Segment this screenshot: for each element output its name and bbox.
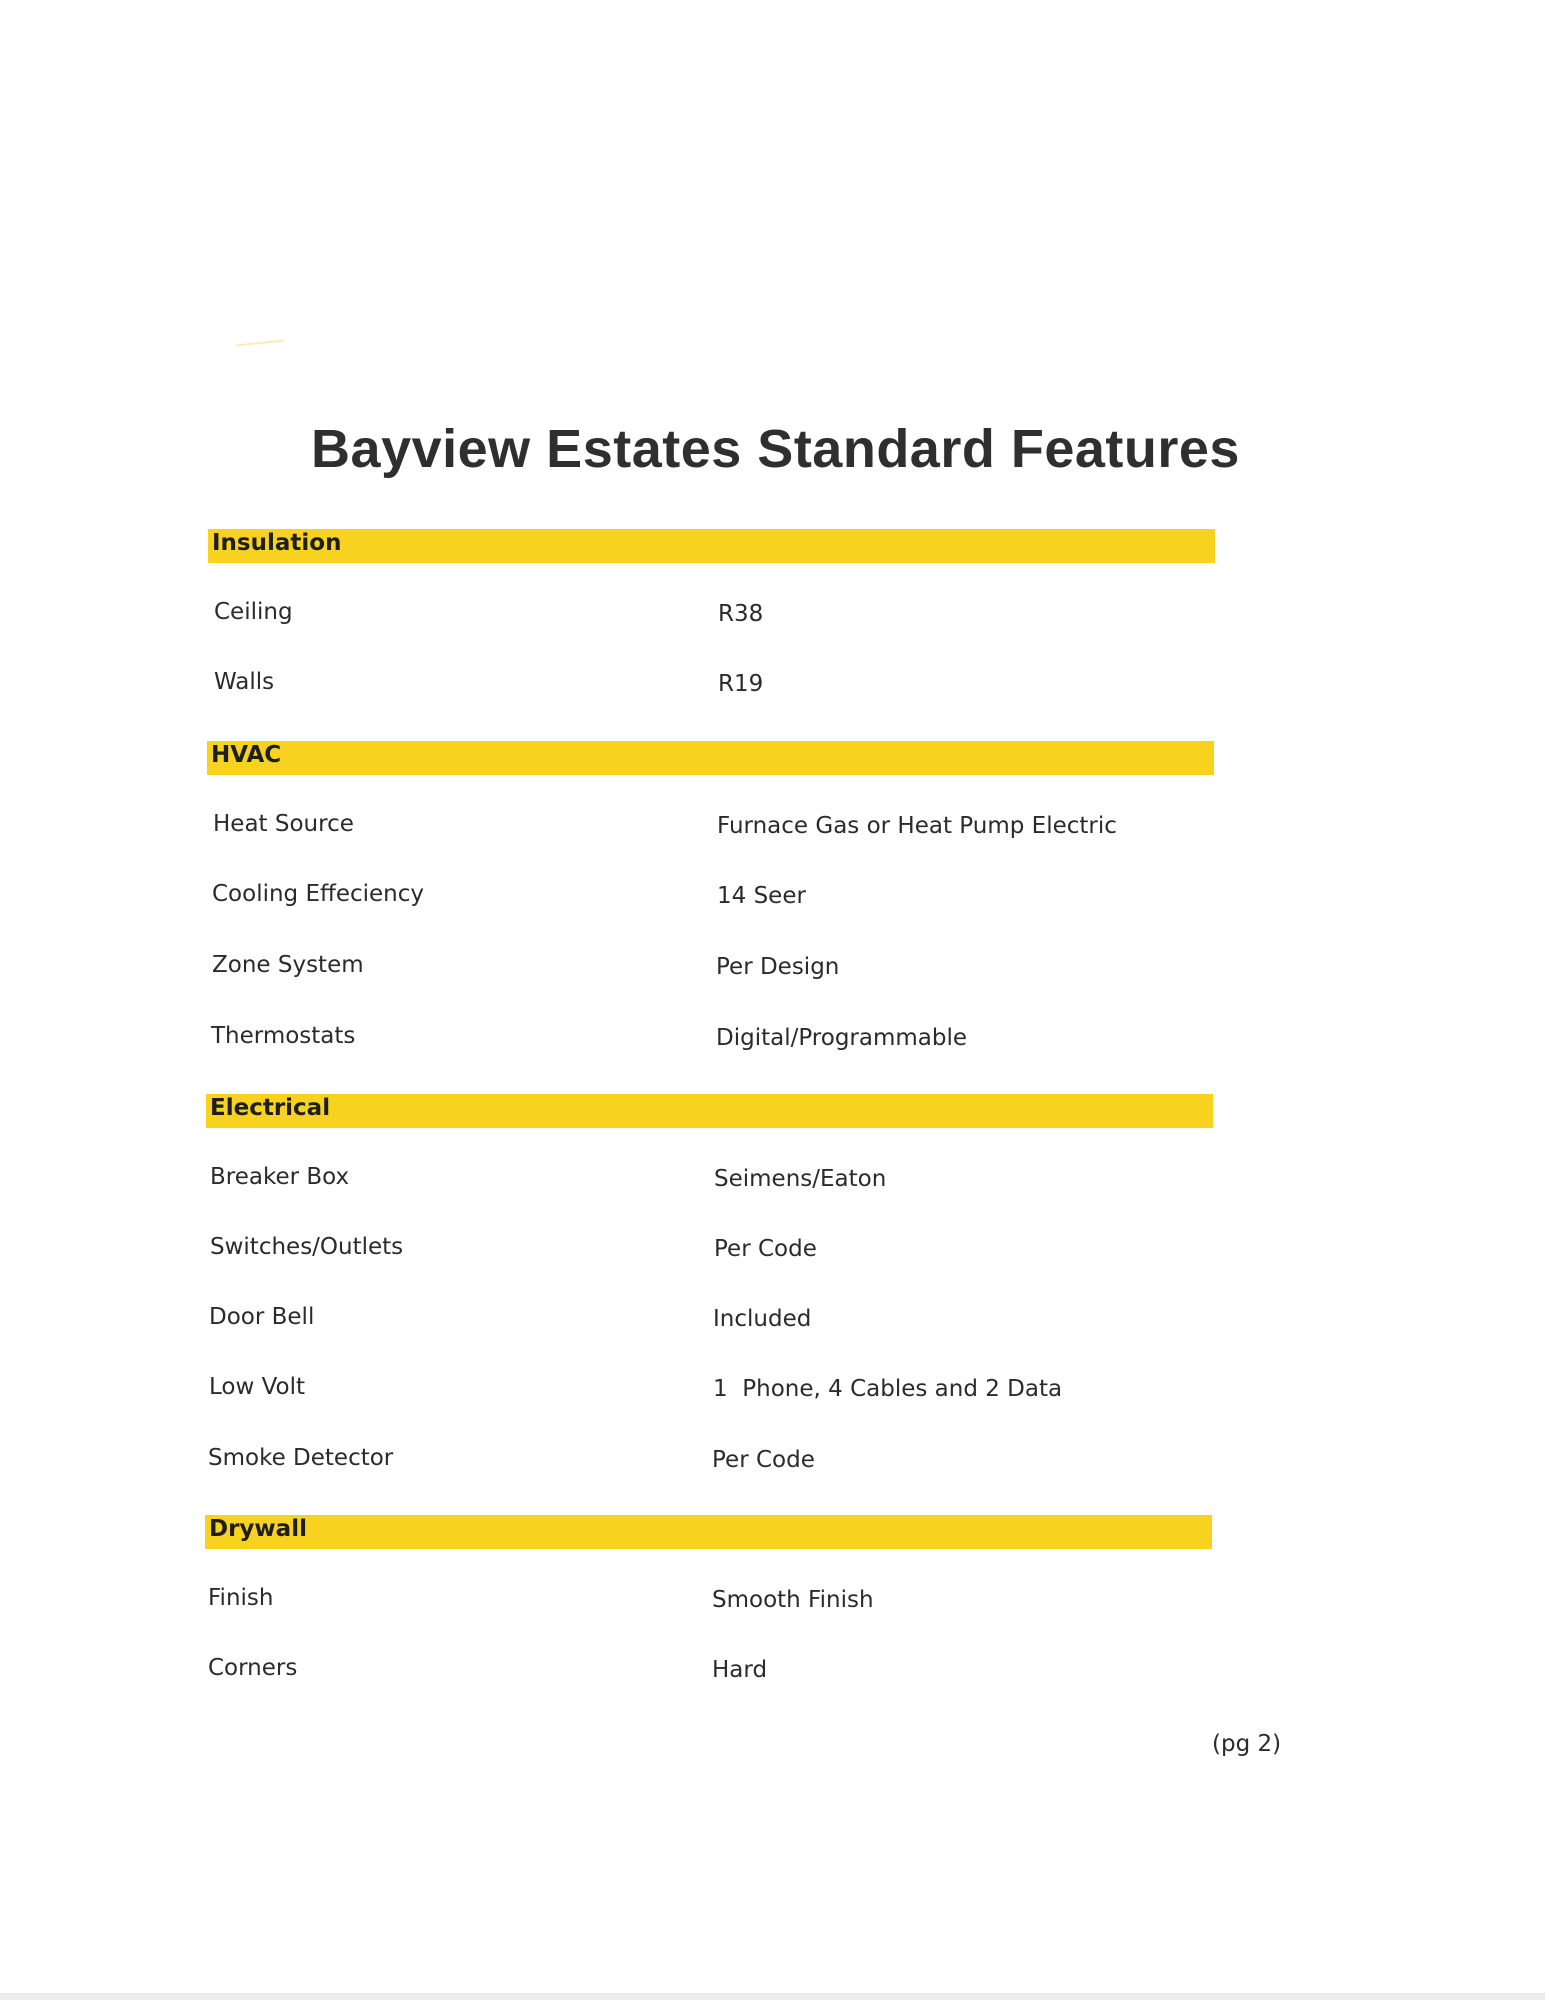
feature-label: Corners — [208, 1655, 298, 1681]
section-title: Drywall — [209, 1516, 307, 1542]
feature-row — [0, 1585, 1545, 1625]
section-header-drywall — [205, 1515, 1212, 1549]
section-title: Insulation — [212, 530, 342, 556]
feature-row — [0, 669, 1545, 709]
feature-value: 1 Phone, 4 Cables and 2 Data — [713, 1376, 1063, 1402]
section-title: HVAC — [211, 742, 282, 768]
feature-label: Door Bell — [209, 1304, 315, 1330]
feature-label: Zone System — [212, 952, 364, 978]
feature-value: Smooth Finish — [712, 1587, 874, 1613]
feature-row — [0, 1023, 1545, 1063]
feature-label: Breaker Box — [210, 1164, 350, 1190]
feature-value: R38 — [718, 601, 764, 627]
feature-value: Included — [713, 1306, 812, 1332]
feature-value: R19 — [718, 671, 764, 697]
section-title: Electrical — [210, 1095, 331, 1121]
feature-row — [0, 1304, 1545, 1344]
feature-label: Cooling Effeciency — [212, 881, 425, 907]
feature-row — [0, 881, 1545, 921]
feature-row — [0, 952, 1545, 992]
feature-label: Low Volt — [209, 1374, 306, 1400]
feature-value: Hard — [712, 1657, 768, 1683]
feature-value: Digital/Programmable — [716, 1025, 968, 1051]
feature-row — [0, 1445, 1545, 1485]
feature-value: Seimens/Eaton — [714, 1166, 887, 1192]
page-title: Bayview Estates Standard Features — [311, 419, 1240, 479]
feature-label: Thermostats — [211, 1023, 356, 1049]
section-header-hvac — [207, 741, 1214, 775]
feature-label: Smoke Detector — [208, 1445, 394, 1471]
feature-label: Switches/Outlets — [210, 1234, 404, 1260]
feature-row — [0, 811, 1545, 851]
feature-label: Ceiling — [214, 599, 293, 625]
page-number: (pg 2) — [1212, 1731, 1282, 1757]
feature-row — [0, 1374, 1545, 1414]
feature-row — [0, 1164, 1545, 1204]
scan-artifact — [236, 340, 284, 350]
feature-value: 14 Seer — [717, 883, 806, 909]
feature-value: Per Code — [714, 1236, 817, 1262]
section-header-insulation — [208, 529, 1215, 563]
feature-row — [0, 599, 1545, 639]
feature-label: Finish — [208, 1585, 274, 1611]
scan-bottom-edge — [0, 1993, 1545, 2000]
feature-value: Furnace Gas or Heat Pump Electric — [717, 813, 1117, 839]
feature-row — [0, 1234, 1545, 1274]
feature-value: Per Code — [712, 1447, 815, 1473]
feature-label: Heat Source — [213, 811, 354, 837]
feature-value: Per Design — [716, 954, 840, 980]
section-header-electrical — [206, 1094, 1213, 1128]
feature-row — [0, 1655, 1545, 1695]
feature-label: Walls — [214, 669, 275, 695]
